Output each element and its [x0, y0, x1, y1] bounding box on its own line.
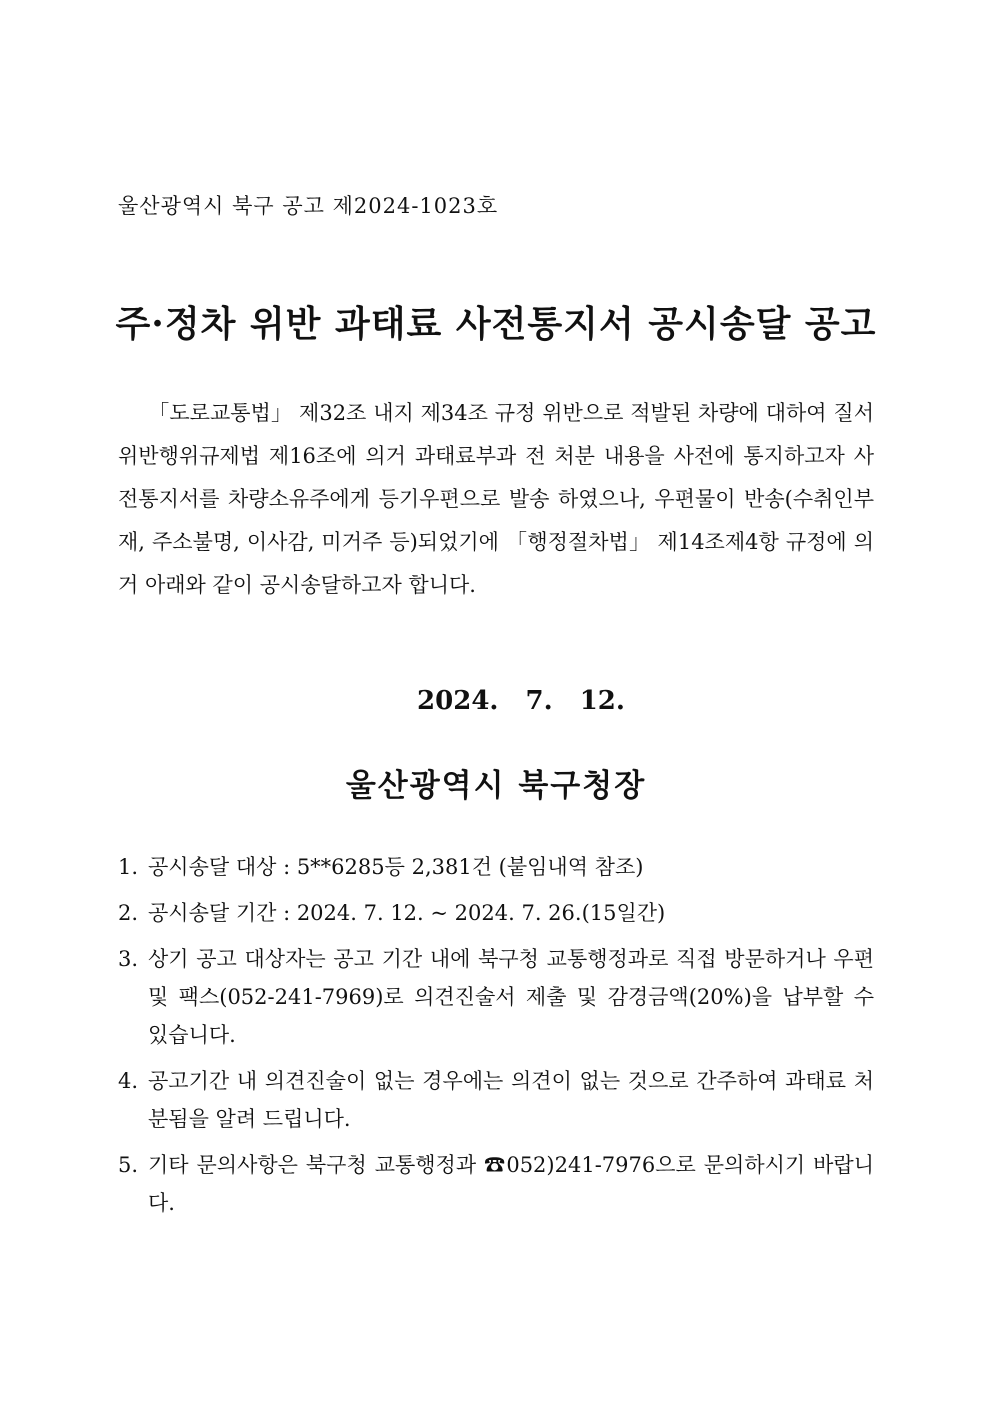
- signer-name: 울산광역시 북구청장: [345, 768, 647, 804]
- list-item: [118, 848, 874, 886]
- item-number: 3.: [118, 947, 139, 971]
- list-item: [118, 1146, 874, 1222]
- list-item: [118, 1062, 874, 1138]
- body-text: 「도로교통법」 제32조 내지 제34조 규정 위반으로 적발된 차량에 대하여 질서위반행위규제법 제16조에 의거 과태료부과 전 처분 내용을 사전에 통지하고자 사전통지서를 차량소유주에게 등기우편으로 발송 하였으나, 우편물이 반송(수취인부재, 주소불명, 이사감, 미거주 등)되었기에 「행정절차법」 제14조제4항 규정에 의거 아래와 같이 공시송달하고자 합니다.: [118, 401, 874, 597]
- item-text: 공시송달 대상 : 5**6285등 2,381건 (붙임내역 참조): [148, 855, 644, 879]
- body-paragraph: [118, 392, 874, 607]
- list-item: [118, 940, 874, 1054]
- notice-date: 2024. 7. 12.: [417, 686, 625, 716]
- notice-number: 울산광역시 북구 공고 제2024-1023호: [118, 194, 499, 218]
- item-text: 공시송달 기간 : 2024. 7. 12. ~ 2024. 7. 26.(15일간): [148, 901, 666, 925]
- item-text: 기타 문의사항은 북구청 교통행정과 ☎052)241-7976으로 문의하시기 바랍니다.: [148, 1153, 874, 1215]
- item-number: 5.: [118, 1153, 139, 1177]
- list-item: [118, 894, 874, 932]
- page-title: 주·정차 위반 과태료 사전통지서 공시송달 공고: [115, 303, 877, 345]
- item-number: 4.: [118, 1069, 139, 1093]
- notice-items-list: [118, 848, 874, 1230]
- item-text: 공고기간 내 의견진술이 없는 경우에는 의견이 없는 것으로 간주하여 과태료 처분됨을 알려 드립니다.: [148, 1069, 874, 1131]
- item-number: 1.: [118, 855, 139, 879]
- item-number: 2.: [118, 901, 139, 925]
- item-text: 상기 공고 대상자는 공고 기간 내에 북구청 교통행정과로 직접 방문하거나 우편 및 팩스(052-241-7969)로 의견진술서 제출 및 감경금액(20%)을 납부할 수 있습니다.: [148, 947, 874, 1047]
